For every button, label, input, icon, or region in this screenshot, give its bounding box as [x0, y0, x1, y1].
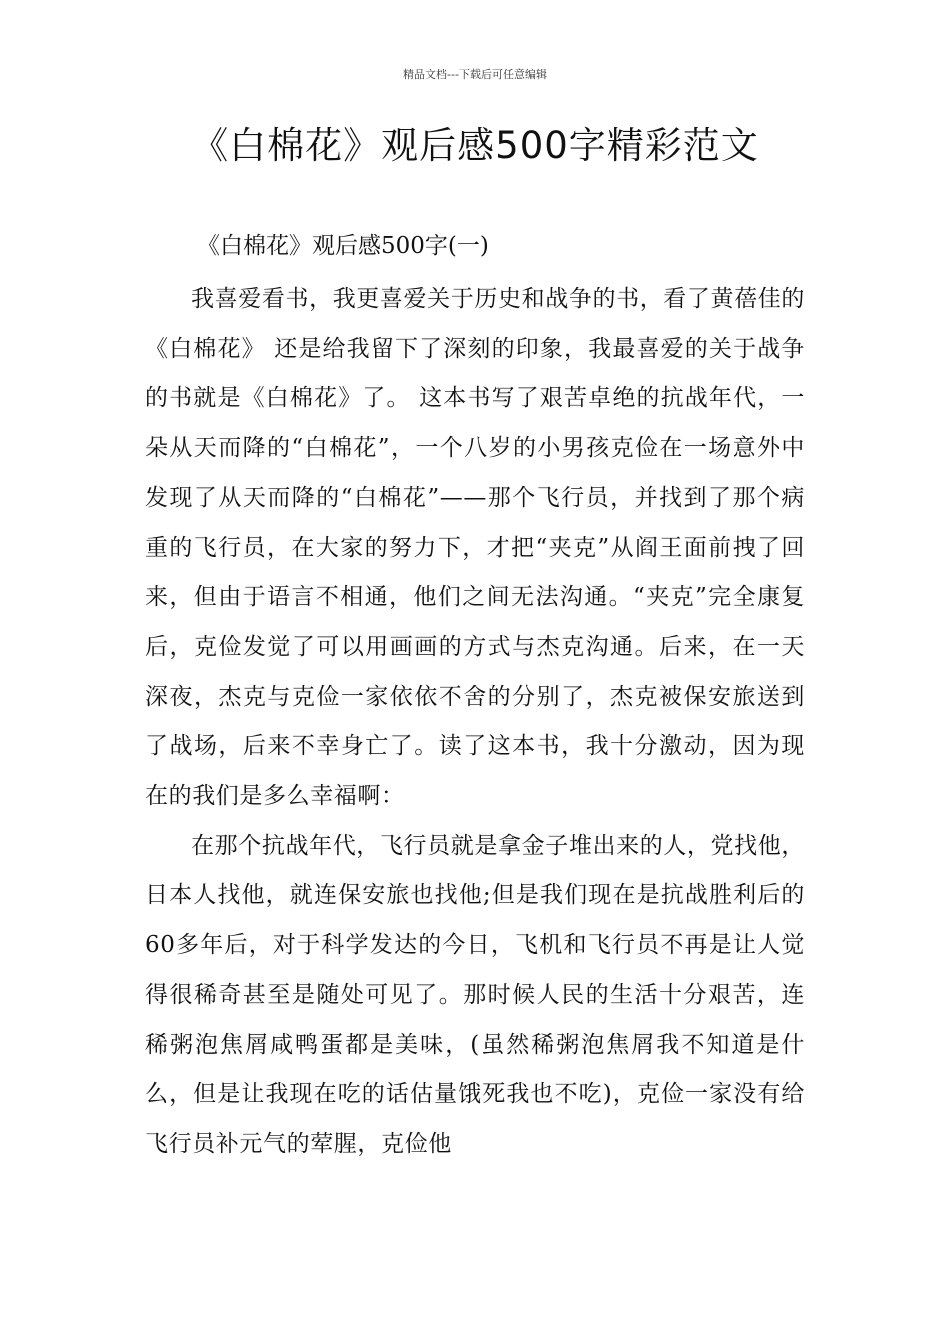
page-header-note: 精品文档---下载后可任意编辑: [403, 68, 547, 81]
section-subtitle: 《白棉花》观后感500字(一): [197, 233, 489, 259]
paragraph-2: 在那个抗战年代，飞行员就是拿金子堆出来的人，党找他，日本人找他，就连保安旅也找他;但是我们现在是抗战胜利后的60多年后，对于科学发达的今日，飞机和飞行员不再是让人觉得很稀奇甚至是随处可见了。那时候人民的生活十分艰苦，连稀粥泡焦屑咸鸭蛋都是美味，(虽然稀粥泡焦屑我不知道是什么，但是让我现在吃的话估量饿死我也不吃)，克俭一家没有给飞行员补元气的荤腥，克俭他: [145, 832, 805, 1157]
document-title: 《白棉花》观后感500字精彩范文: [191, 124, 759, 167]
paragraph-1: 我喜爱看书，我更喜爱关于历史和战争的书，看了黄蓓佳的《白棉花》 还是给我留下了深刻的印象，我最喜爱的关于战争的书就是《白棉花》了。 这本书写了艰苦卓绝的抗战年代，一朵从天而降的“白棉花”，一个八岁的小男孩克俭在一场意外中发现了从天而降的“白棉花”——那个飞行员，并找到了那个病重的飞行员，在大家的努力下，才把“夹克”从阎王面前拽了回来，但由于语言不相通，他们之间无法沟通。“夹克”完全康复后，克俭发觉了可以用画画的方式与杰克沟通。后来，在一天深夜，杰克与克俭一家依依不舍的分别了，杰克被保安旅送到了战场，后来不幸身亡了。读了这本书，我十分激动，因为现在的我们是多么幸福啊：: [145, 286, 805, 810]
body-text: [145, 275, 805, 1170]
